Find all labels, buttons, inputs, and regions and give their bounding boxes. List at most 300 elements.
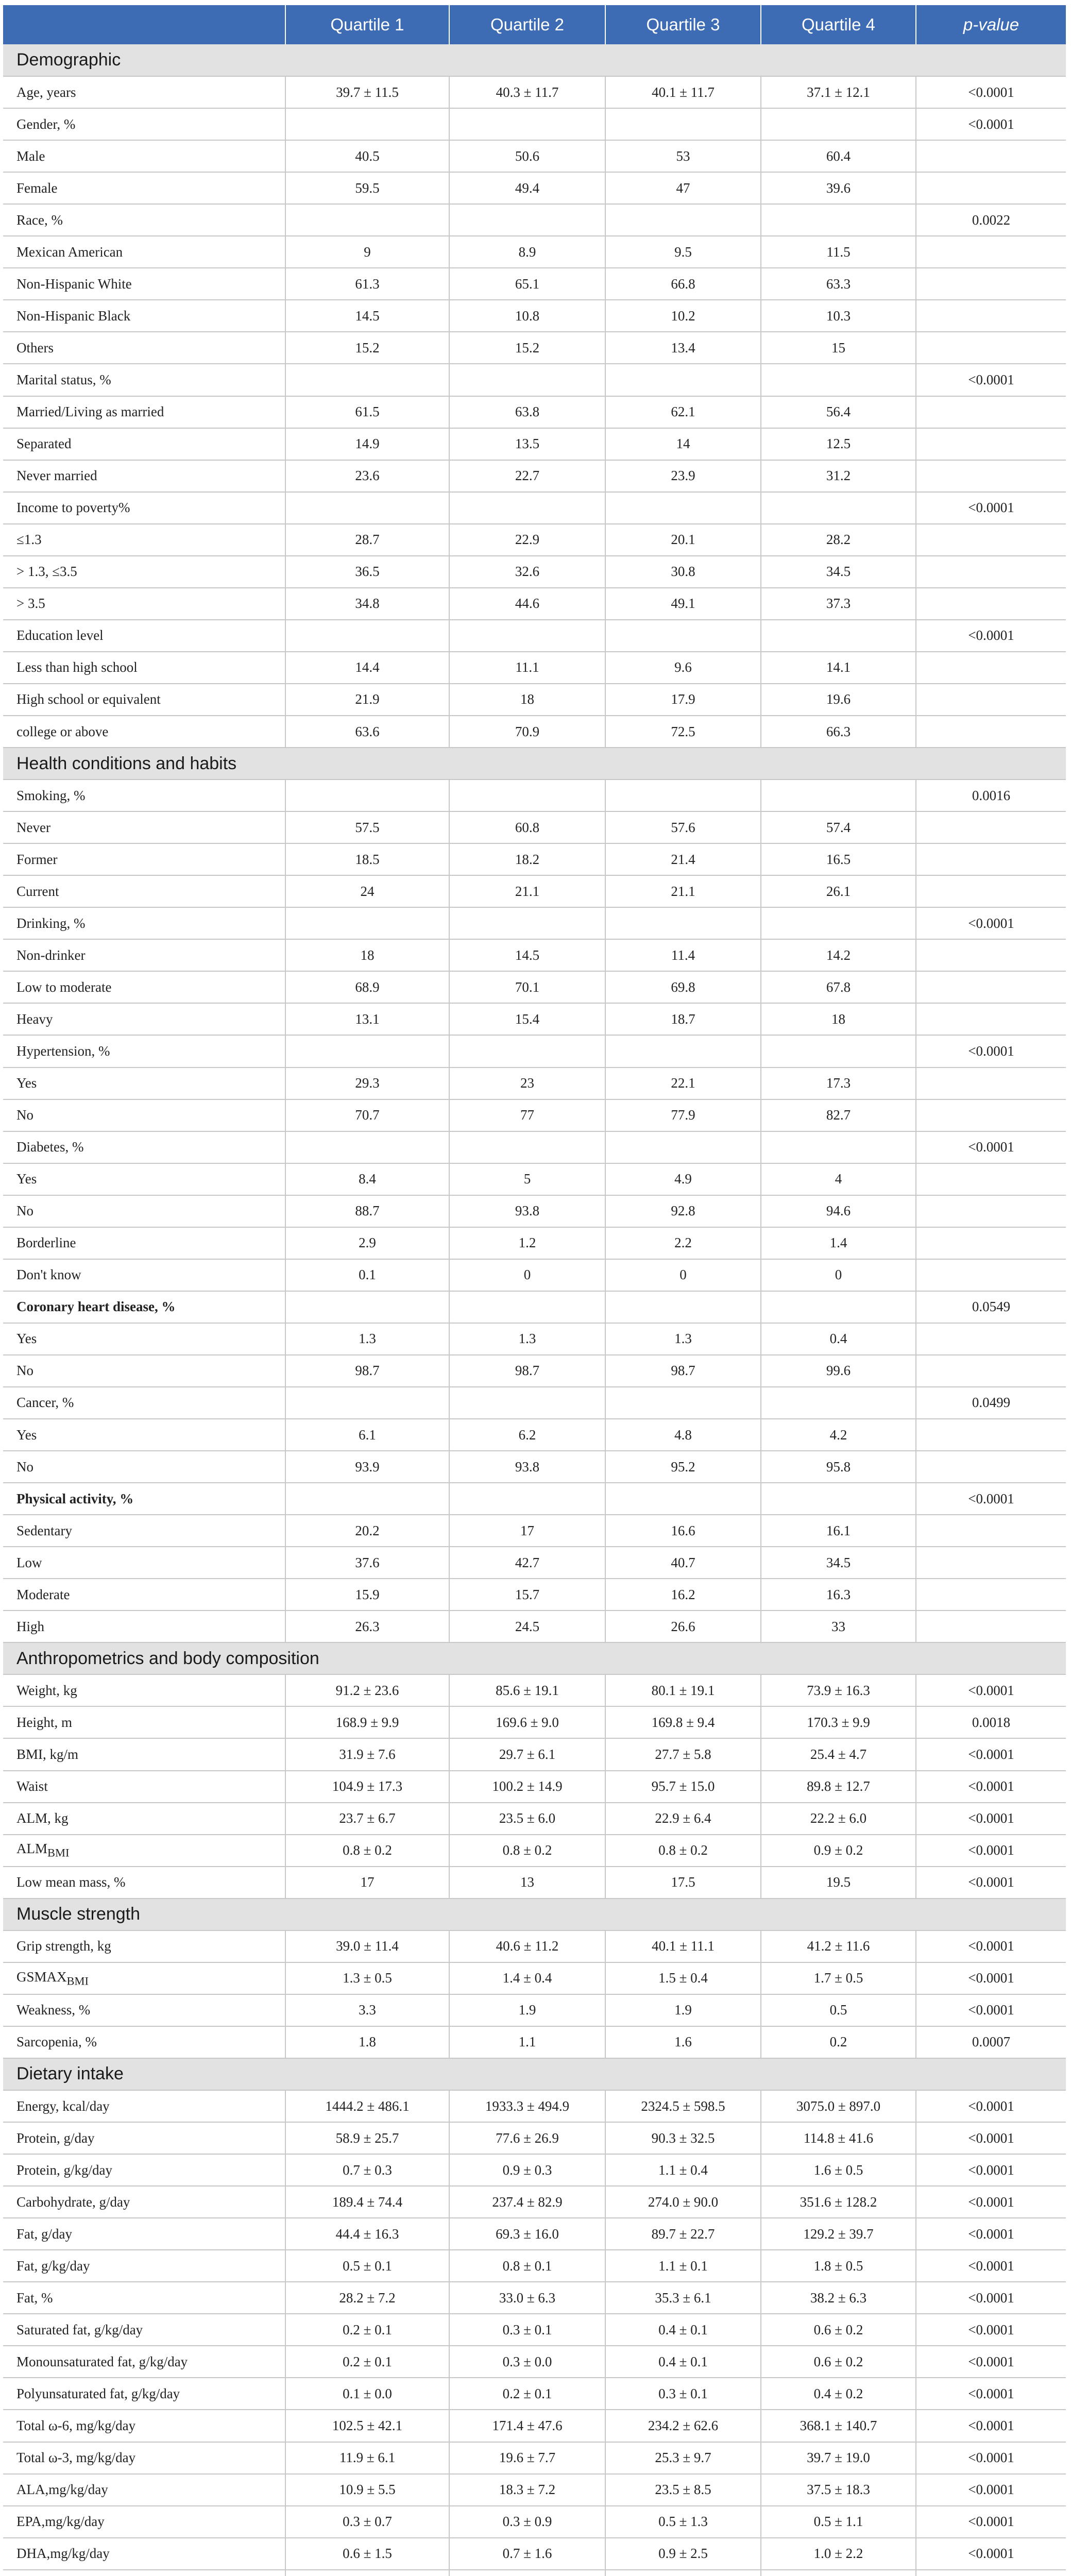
cell-p-value: <0.0001 <box>916 2090 1066 2122</box>
table-row <box>3 2026 1066 2058</box>
row-label <box>3 1867 285 1899</box>
cell-quartile-1: 18 <box>285 939 449 971</box>
cell-quartile-4: 37.3 <box>761 588 916 620</box>
cell-quartile-3 <box>605 1035 761 1067</box>
cell-p-value: <0.0001 <box>916 1738 1066 1770</box>
table-row <box>3 2570 1066 2576</box>
cell-quartile-3: 30.8 <box>605 556 761 588</box>
cell-quartile-3: 18.7 <box>605 1003 761 1035</box>
cell-quartile-1: 21.9 <box>285 684 449 716</box>
cell-quartile-1: 29.3 <box>285 1067 449 1099</box>
row-label <box>3 1067 285 1099</box>
cell-quartile-2: 14.5 <box>449 939 605 971</box>
header-p-value: p-value <box>916 5 1066 44</box>
cell-quartile-2: 0.3 ± 0.1 <box>449 2314 605 2346</box>
table-row <box>3 140 1066 172</box>
section-title: Dietary intake <box>3 2058 1066 2090</box>
cell-p-value: <0.0001 <box>916 2538 1066 2570</box>
cell-quartile-4: 73.9 ± 16.3 <box>761 1674 916 1706</box>
row-label <box>3 1771 285 1803</box>
cell-quartile-1 <box>285 620 449 652</box>
section-header-row <box>3 1642 1066 1674</box>
row-label-text: High school or equivalent <box>16 691 161 707</box>
cell-quartile-1: 23.6 <box>285 460 449 492</box>
cell-quartile-1: 98.7 <box>285 1355 449 1387</box>
cell-quartile-4: 0.9 ± 0.2 <box>761 1835 916 1867</box>
cell-quartile-1: 63.6 <box>285 716 449 748</box>
table-row <box>3 1323 1066 1355</box>
cell-quartile-1: 15.9 <box>285 1579 449 1611</box>
table-row <box>3 172 1066 204</box>
cell-quartile-4: 18 <box>761 1003 916 1035</box>
table-row <box>3 1771 1066 1803</box>
row-label-text: > 3.5 <box>16 596 45 612</box>
cell-quartile-4: 31.2 <box>761 460 916 492</box>
cell-quartile-4: 99.6 <box>761 1355 916 1387</box>
cell-quartile-3: 89.7 ± 22.7 <box>605 2218 761 2250</box>
row-label-text: Female <box>16 180 58 196</box>
cell-quartile-2: 93.8 <box>449 1195 605 1227</box>
cell-quartile-1: 39.7 ± 11.5 <box>285 76 449 108</box>
cell-quartile-3: 80.1 ± 19.1 <box>605 1674 761 1706</box>
cell-quartile-1: 1.8 <box>285 2026 449 2058</box>
table-row <box>3 2474 1066 2506</box>
cell-quartile-4: 1.7 ± 0.5 <box>761 1962 916 1994</box>
cell-quartile-4: 95.8 <box>761 1451 916 1483</box>
table-row <box>3 2282 1066 2314</box>
row-label <box>3 2314 285 2346</box>
row-label-text: Fat, g/kg/day <box>16 2258 90 2274</box>
cell-quartile-3: 77.9 <box>605 1099 761 1131</box>
row-label-text: Don't know <box>16 1267 81 1283</box>
cell-p-value <box>916 556 1066 588</box>
cell-quartile-1: 23.7 ± 6.7 <box>285 1803 449 1835</box>
cell-p-value: 0.0007 <box>916 2026 1066 2058</box>
cell-quartile-4: 1.0 ± 2.2 <box>761 2538 916 2570</box>
row-label <box>3 1451 285 1483</box>
cell-quartile-1: 15.2 <box>285 332 449 364</box>
table-row <box>3 1227 1066 1259</box>
cell-quartile-2: 40.6 ± 11.2 <box>449 1930 605 1962</box>
row-label <box>3 1227 285 1259</box>
table-row <box>3 811 1066 843</box>
cell-quartile-2: 5 <box>449 1163 605 1195</box>
cell-quartile-4: 22.2 ± 6.0 <box>761 1803 916 1835</box>
cell-p-value <box>916 1227 1066 1259</box>
cell-quartile-1 <box>285 204 449 236</box>
cell-quartile-2: 13 <box>449 1867 605 1899</box>
cell-p-value: <0.0001 <box>916 1035 1066 1067</box>
row-label-text: Race, % <box>16 212 63 228</box>
cell-quartile-3: 10.2 <box>605 300 761 332</box>
row-label <box>3 2378 285 2410</box>
row-label <box>3 716 285 748</box>
cell-p-value: 0.0549 <box>916 1291 1066 1323</box>
cell-quartile-4: 0.5 <box>761 1994 916 2026</box>
cell-quartile-2 <box>449 1035 605 1067</box>
row-label-text: Non-Hispanic Black <box>16 308 131 324</box>
row-label <box>3 2410 285 2442</box>
row-label-text: Yes <box>16 1427 37 1443</box>
cell-quartile-4: 26.1 <box>761 875 916 907</box>
cell-quartile-1 <box>285 492 449 524</box>
cell-p-value: <0.0001 <box>916 1867 1066 1899</box>
table-row <box>3 76 1066 108</box>
row-label-text: GSMAX <box>16 1969 67 1985</box>
row-label-text: Married/Living as married <box>16 404 164 420</box>
cell-quartile-1: 28.2 ± 7.2 <box>285 2282 449 2314</box>
cell-quartile-4: 0 <box>761 1259 916 1291</box>
cell-quartile-2: 93.8 <box>449 1451 605 1483</box>
cell-p-value: <0.0001 <box>916 1835 1066 1867</box>
cell-quartile-1: 59.5 <box>285 172 449 204</box>
row-label-text: Less than high school <box>16 659 138 675</box>
cell-quartile-2: 1.3 <box>449 1323 605 1355</box>
row-label <box>3 2474 285 2506</box>
cell-p-value <box>916 811 1066 843</box>
cell-quartile-2: 237.4 ± 82.9 <box>449 2186 605 2218</box>
cell-quartile-3: 17.9 <box>605 684 761 716</box>
row-label <box>3 2250 285 2282</box>
row-label <box>3 2186 285 2218</box>
cell-quartile-4 <box>761 1291 916 1323</box>
cell-quartile-2: 0.7 ± 1.6 <box>449 2538 605 2570</box>
row-label <box>3 2218 285 2250</box>
cell-quartile-1: 70.7 <box>285 1099 449 1131</box>
cell-p-value <box>916 1547 1066 1579</box>
cell-quartile-1: 44.4 ± 16.3 <box>285 2218 449 2250</box>
cell-quartile-3: 17.5 <box>605 1867 761 1899</box>
cell-quartile-1: 0.5 ± 0.1 <box>285 2250 449 2282</box>
cell-p-value <box>916 1323 1066 1355</box>
cell-quartile-1: 57.5 <box>285 811 449 843</box>
cell-quartile-2 <box>449 1131 605 1163</box>
row-label <box>3 556 285 588</box>
cell-quartile-4 <box>761 204 916 236</box>
cell-p-value <box>916 1163 1066 1195</box>
cell-quartile-4: 67.8 <box>761 971 916 1003</box>
cell-quartile-1: 6.1 <box>285 1419 449 1451</box>
row-label-text: Total ω-3, mg/kg/day <box>16 2450 136 2466</box>
row-label-text: BMI, kg/m <box>16 1747 79 1762</box>
cell-quartile-1: 34.8 <box>285 588 449 620</box>
cell-quartile-2: 1.2 <box>449 1227 605 1259</box>
table-row <box>3 1259 1066 1291</box>
cell-quartile-4: 57.4 <box>761 811 916 843</box>
cell-quartile-1: 0.2 ± 0.1 <box>285 2346 449 2378</box>
row-label <box>3 1738 285 1770</box>
cell-p-value <box>916 460 1066 492</box>
cell-quartile-4: 1.4 <box>761 1227 916 1259</box>
row-label-text: No <box>16 1363 33 1379</box>
table-row <box>3 2154 1066 2186</box>
cell-p-value <box>916 268 1066 300</box>
row-label-text: Never <box>16 819 50 835</box>
table-row <box>3 620 1066 652</box>
row-label-text: > 1.3, ≤3.5 <box>16 564 77 580</box>
cell-quartile-2: 70.9 <box>449 716 605 748</box>
row-label <box>3 1035 285 1067</box>
row-label <box>3 1355 285 1387</box>
section-title: Demographic <box>3 44 1066 76</box>
row-label-text: High <box>16 1618 44 1634</box>
cell-quartile-1: 37.6 <box>285 1547 449 1579</box>
row-label <box>3 1547 285 1579</box>
cell-quartile-2: 6.2 <box>449 1419 605 1451</box>
cell-p-value <box>916 1611 1066 1642</box>
cell-quartile-4: 0.6 ± 0.2 <box>761 2346 916 2378</box>
cell-quartile-2: 42.7 <box>449 1547 605 1579</box>
row-label-text: Monounsaturated fat, g/kg/day <box>16 2353 188 2369</box>
cell-p-value: <0.0001 <box>916 492 1066 524</box>
cell-quartile-2: 33.0 ± 6.3 <box>449 2282 605 2314</box>
table-row <box>3 1962 1066 1994</box>
cell-p-value <box>916 524 1066 556</box>
cell-quartile-3: 169.8 ± 9.4 <box>605 1706 761 1738</box>
row-label <box>3 140 285 172</box>
row-label-text: Smoking, % <box>16 787 86 803</box>
row-label <box>3 1962 285 1994</box>
cell-quartile-3: 14 <box>605 428 761 460</box>
cell-p-value: <0.0001 <box>916 2154 1066 2186</box>
cell-quartile-4 <box>761 364 916 396</box>
cell-quartile-2: 70.1 <box>449 971 605 1003</box>
cell-p-value: <0.0001 <box>916 620 1066 652</box>
table-row <box>3 1674 1066 1706</box>
row-label <box>3 1291 285 1323</box>
cell-quartile-2: 8.9 <box>449 236 605 268</box>
cell-quartile-1 <box>285 907 449 939</box>
cell-quartile-1 <box>285 1387 449 1419</box>
cell-quartile-2: 24.5 <box>449 1611 605 1642</box>
header-variable <box>3 5 285 44</box>
table-row <box>3 236 1066 268</box>
cell-p-value: <0.0001 <box>916 2218 1066 2250</box>
cell-quartile-3 <box>605 779 761 811</box>
table-row <box>3 1611 1066 1642</box>
cell-p-value <box>916 875 1066 907</box>
cell-quartile-1: 14.9 <box>285 428 449 460</box>
row-label-text: Heavy <box>16 1011 53 1027</box>
cell-quartile-1: 0.7 ± 0.3 <box>285 2154 449 2186</box>
cell-quartile-4: 39.7 ± 19.0 <box>761 2442 916 2474</box>
cell-p-value: <0.0001 <box>916 2186 1066 2218</box>
row-label-text: Former <box>16 851 58 867</box>
cell-p-value: <0.0001 <box>916 2122 1066 2154</box>
cell-quartile-4: 37.5 ± 18.3 <box>761 2474 916 2506</box>
row-label <box>3 1994 285 2026</box>
cell-p-value: <0.0001 <box>916 76 1066 108</box>
cell-quartile-1: 1.3 ± 0.5 <box>285 1962 449 1994</box>
cell-quartile-4: 14.1 <box>761 652 916 684</box>
cell-quartile-1 <box>285 1035 449 1067</box>
cell-p-value <box>916 1259 1066 1291</box>
table-row <box>3 2410 1066 2442</box>
row-label <box>3 684 285 716</box>
row-label <box>3 268 285 300</box>
row-label-text: Weight, kg <box>16 1682 77 1698</box>
table-row <box>3 652 1066 684</box>
cell-quartile-1: 61.5 <box>285 396 449 428</box>
row-label-text: Saturated fat, g/kg/day <box>16 2321 143 2337</box>
row-label <box>3 2154 285 2186</box>
cell-quartile-1: 11.9 ± 6.1 <box>285 2442 449 2474</box>
cell-quartile-2: 0.3 ± 0.9 <box>449 2506 605 2538</box>
cell-quartile-1 <box>285 1483 449 1515</box>
row-label-subscript: BMI <box>66 1974 89 1988</box>
cell-p-value <box>916 1515 1066 1547</box>
table-row <box>3 1738 1066 1770</box>
row-label-text: Male <box>16 148 45 164</box>
table-row <box>3 2186 1066 2218</box>
table-row <box>3 843 1066 875</box>
table-row <box>3 1003 1066 1035</box>
cell-p-value: <0.0001 <box>916 2506 1066 2538</box>
cell-quartile-1: 20.2 <box>285 1515 449 1547</box>
cell-quartile-2: 0 <box>449 1259 605 1291</box>
cell-quartile-3: 62.1 <box>605 396 761 428</box>
cell-quartile-1: 91.2 ± 23.6 <box>285 1674 449 1706</box>
row-label <box>3 76 285 108</box>
table-row <box>3 875 1066 907</box>
cell-p-value <box>916 1579 1066 1611</box>
cell-p-value: 0.0016 <box>916 779 1066 811</box>
row-label <box>3 1706 285 1738</box>
cell-quartile-4: 0.2 <box>761 2026 916 2058</box>
row-label <box>3 588 285 620</box>
cell-quartile-1: 31.9 ± 7.6 <box>285 1738 449 1770</box>
cell-quartile-3: 0.9 ± 2.5 <box>605 2538 761 2570</box>
row-label-text: Sedentary <box>16 1522 72 1538</box>
cell-quartile-1: 0.1 ± 0.0 <box>285 2378 449 2410</box>
cell-p-value: 0.0018 <box>916 1706 1066 1738</box>
cell-quartile-2 <box>449 1291 605 1323</box>
cell-quartile-3: 9.6 <box>605 652 761 684</box>
table-row <box>3 1291 1066 1323</box>
cell-quartile-2: 69.3 ± 16.0 <box>449 2218 605 2250</box>
cell-quartile-4: 34.5 <box>761 1547 916 1579</box>
cell-p-value: <0.0001 <box>916 1483 1066 1515</box>
row-label <box>3 396 285 428</box>
header-quartile-3: Quartile 3 <box>605 5 761 44</box>
cell-quartile-2 <box>449 907 605 939</box>
cell-quartile-2: 44.6 <box>449 588 605 620</box>
cell-p-value: <0.0001 <box>916 1962 1066 1994</box>
row-label-text: No <box>16 1459 33 1475</box>
cell-p-value: <0.0001 <box>916 1930 1066 1962</box>
cell-quartile-2: 0.8 ± 0.2 <box>449 1835 605 1867</box>
cell-quartile-3: 1.9 <box>605 1994 761 2026</box>
row-label-text: DHA,mg/kg/day <box>16 2546 110 2562</box>
row-label <box>3 1099 285 1131</box>
cell-quartile-1: 13.1 <box>285 1003 449 1035</box>
cell-quartile-3: 20.1 <box>605 524 761 556</box>
table-row <box>3 1803 1066 1835</box>
cell-quartile-3: 16.6 <box>605 1515 761 1547</box>
table-body <box>3 44 1066 2576</box>
cell-p-value: <0.0001 <box>916 108 1066 140</box>
cell-quartile-2: 29.7 ± 6.1 <box>449 1738 605 1770</box>
table-row <box>3 300 1066 332</box>
cell-quartile-2: 18.2 <box>449 843 605 875</box>
row-label-text: Age, years <box>16 84 76 100</box>
cell-quartile-1: 18.5 <box>285 843 449 875</box>
row-label <box>3 332 285 364</box>
header-quartile-4: Quartile 4 <box>761 5 916 44</box>
row-label <box>3 1259 285 1291</box>
row-label-text: Height, m <box>16 1714 72 1730</box>
table-header-row <box>3 5 1066 44</box>
cell-quartile-2: 1.1 <box>449 2026 605 2058</box>
cell-quartile-1: 14.4 <box>285 652 449 684</box>
row-label-text: Low mean mass, % <box>16 1874 126 1890</box>
cell-quartile-2: 18.3 ± 7.2 <box>449 2474 605 2506</box>
cell-quartile-3: 0.4 ± 0.1 <box>605 2346 761 2378</box>
cell-quartile-3: 40.1 ± 11.7 <box>605 76 761 108</box>
table-row <box>3 1483 1066 1515</box>
row-label-text: college or above <box>16 723 109 739</box>
cell-quartile-2 <box>449 779 605 811</box>
row-label <box>3 2538 285 2570</box>
row-label <box>3 1611 285 1642</box>
table-row <box>3 2346 1066 2378</box>
cell-quartile-3: 13.4 <box>605 332 761 364</box>
cell-quartile-3: 21.1 <box>605 875 761 907</box>
cell-quartile-4: 19.6 <box>761 684 916 716</box>
row-label <box>3 939 285 971</box>
cell-p-value: <0.0001 <box>916 2378 1066 2410</box>
cell-p-value <box>916 1419 1066 1451</box>
cell-quartile-1: 93.9 <box>285 1451 449 1483</box>
table-row <box>3 428 1066 460</box>
cell-quartile-3 <box>605 2570 761 2576</box>
cell-quartile-2: 100.2 ± 14.9 <box>449 1771 605 1803</box>
cell-quartile-1: 9 <box>285 236 449 268</box>
row-label <box>3 971 285 1003</box>
section-header-row <box>3 44 1066 76</box>
cell-quartile-2: 171.4 ± 47.6 <box>449 2410 605 2442</box>
row-label-text: Physical activity, % <box>16 1490 134 1506</box>
cell-quartile-3: 11.4 <box>605 939 761 971</box>
cell-quartile-4: 0.4 ± 0.2 <box>761 2378 916 2410</box>
cell-quartile-2: 85.6 ± 19.1 <box>449 1674 605 1706</box>
cell-p-value <box>916 428 1066 460</box>
cell-quartile-2: 21.1 <box>449 875 605 907</box>
cell-quartile-1: 36.5 <box>285 556 449 588</box>
table-row <box>3 2378 1066 2410</box>
row-label <box>3 2346 285 2378</box>
cell-quartile-2: 17 <box>449 1515 605 1547</box>
table-row <box>3 364 1066 396</box>
row-label <box>3 907 285 939</box>
cell-quartile-3 <box>605 108 761 140</box>
row-label-text: Diabetes, % <box>16 1139 84 1155</box>
cell-p-value <box>916 684 1066 716</box>
row-label <box>3 843 285 875</box>
cell-quartile-3: 4.9 <box>605 1163 761 1195</box>
table-row <box>3 1387 1066 1419</box>
section-title: Anthropometrics and body composition <box>3 1642 1066 1674</box>
cell-quartile-4: 11.5 <box>761 236 916 268</box>
cell-quartile-3: 66.8 <box>605 268 761 300</box>
cell-p-value <box>916 588 1066 620</box>
cell-p-value: <0.0001 <box>916 364 1066 396</box>
row-label <box>3 1674 285 1706</box>
row-label <box>3 875 285 907</box>
cell-quartile-4: 63.3 <box>761 268 916 300</box>
cell-quartile-3: 98.7 <box>605 1355 761 1387</box>
row-label-text: Non-Hispanic White <box>16 276 132 292</box>
